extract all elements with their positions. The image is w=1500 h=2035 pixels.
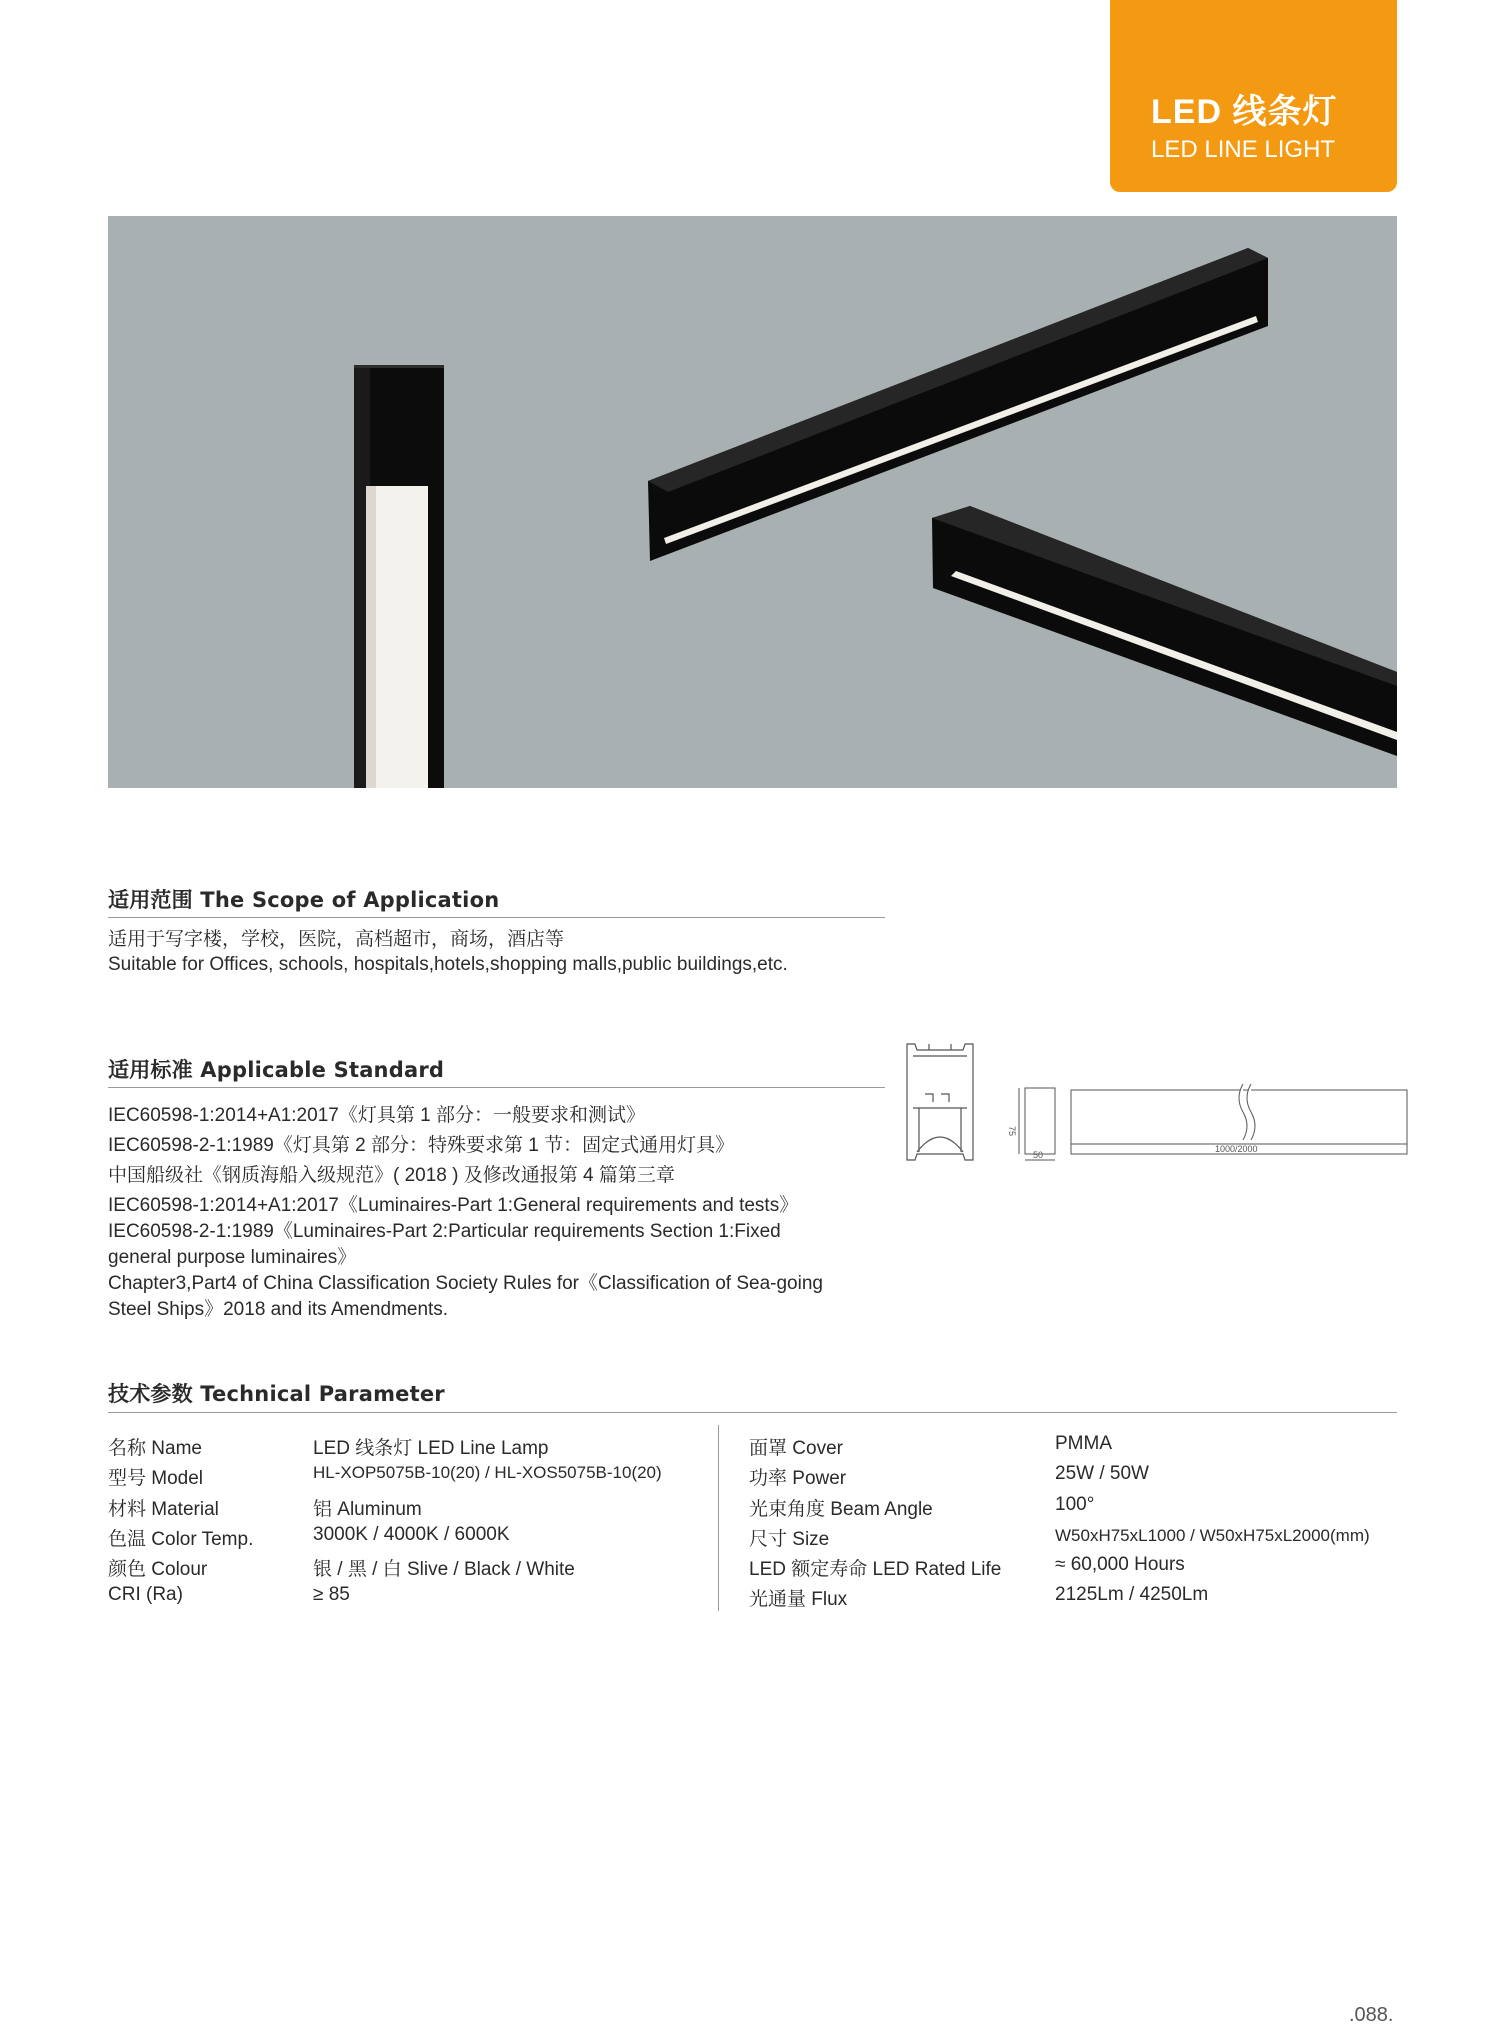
- header-title-en: LED LINE LIGHT: [1151, 136, 1336, 163]
- scope-text-en: Suitable for Offices, schools, hospitals,hotels,shopping malls,public buildings,etc.: [108, 954, 788, 975]
- dim-width: 50: [1033, 1150, 1044, 1160]
- param-value: 2125Lm / 4250Lm: [1055, 1584, 1209, 1605]
- standard-line: IEC60598-1:2014+A1:2017《Luminaires-Part 1:General requirements and tests》: [108, 1195, 799, 1216]
- param-value: 3000K / 4000K / 6000K: [313, 1524, 510, 1545]
- standard-line: 中国船级社《钢质海船入级规范》( 2018 ) 及修改通报第 4 篇第三章: [108, 1165, 675, 1186]
- vertical-fixture: [354, 365, 444, 788]
- technical-drawing: [905, 1042, 1410, 1172]
- profile-cross-section: [907, 1044, 973, 1160]
- param-value: ≥ 85: [313, 1584, 350, 1605]
- standard-line: Steel Ships》2018 and its Amendments.: [108, 1299, 449, 1320]
- page-number: .088.: [1349, 2004, 1394, 2026]
- scope-heading: 适用范围 The Scope of Application: [108, 888, 500, 912]
- param-value: 100°: [1055, 1494, 1095, 1515]
- param-label: 面罩 Cover: [749, 1438, 843, 1459]
- param-label: 光通量 Flux: [749, 1589, 848, 1610]
- param-value: 铝 Aluminum: [313, 1499, 422, 1520]
- param-label: 型号 Model: [108, 1468, 204, 1489]
- param-value: 银 / 黑 / 白 Slive / Black / White: [313, 1559, 575, 1580]
- technical-column-divider: [718, 1425, 719, 1611]
- param-value: HL-XOP5075B-10(20) / HL-XOS5075B-10(20): [313, 1463, 662, 1482]
- param-value: ≈ 60,000 Hours: [1055, 1554, 1185, 1575]
- header-tab: [1110, 0, 1397, 192]
- param-label: 色温 Color Temp.: [108, 1529, 254, 1550]
- param-label: CRI (Ra): [108, 1584, 183, 1605]
- dim-height: 75: [1007, 1126, 1017, 1137]
- param-label: 功率 Power: [749, 1468, 847, 1489]
- param-label: 名称 Name: [108, 1438, 202, 1459]
- standard-divider: [108, 1087, 885, 1088]
- scope-divider: [108, 917, 885, 918]
- param-label: LED 额定寿命 LED Rated Life: [749, 1559, 1002, 1580]
- param-value: W50xH75xL1000 / W50xH75xL2000(mm): [1055, 1526, 1370, 1545]
- standard-line: Chapter3,Part4 of China Classification Society Rules for《Classification of Sea-going: [108, 1273, 823, 1294]
- header-title-cn: LED 线条灯: [1151, 93, 1338, 131]
- standard-heading: 适用标准 Applicable Standard: [108, 1058, 445, 1082]
- param-value: 25W / 50W: [1055, 1463, 1149, 1484]
- standard-line: IEC60598-2-1:1989《Luminaires-Part 2:Particular requirements Section 1:Fixed: [108, 1221, 781, 1242]
- dim-length: 1000/2000: [1215, 1144, 1258, 1154]
- product-photo: [108, 216, 1397, 788]
- standard-line: general purpose luminaires》: [108, 1247, 357, 1268]
- technical-divider: [108, 1412, 1397, 1413]
- param-label: 光束角度 Beam Angle: [749, 1499, 933, 1520]
- standard-line: IEC60598-2-1:1989《灯具第 2 部分：特殊要求第 1 节：固定式通用灯具》: [108, 1135, 735, 1156]
- param-label: 材料 Material: [108, 1499, 219, 1520]
- param-value: PMMA: [1055, 1433, 1112, 1454]
- technical-heading: 技术参数 Technical Parameter: [108, 1382, 445, 1406]
- param-label: 尺寸 Size: [749, 1529, 830, 1550]
- param-value: LED 线条灯 LED Line Lamp: [313, 1438, 549, 1459]
- scope-text-cn: 适用于写字楼，学校，医院，高档超市，商场，酒店等: [108, 929, 565, 950]
- standard-line: IEC60598-1:2014+A1:2017《灯具第 1 部分：一般要求和测试》: [108, 1105, 645, 1126]
- param-label: 颜色 Colour: [108, 1559, 208, 1580]
